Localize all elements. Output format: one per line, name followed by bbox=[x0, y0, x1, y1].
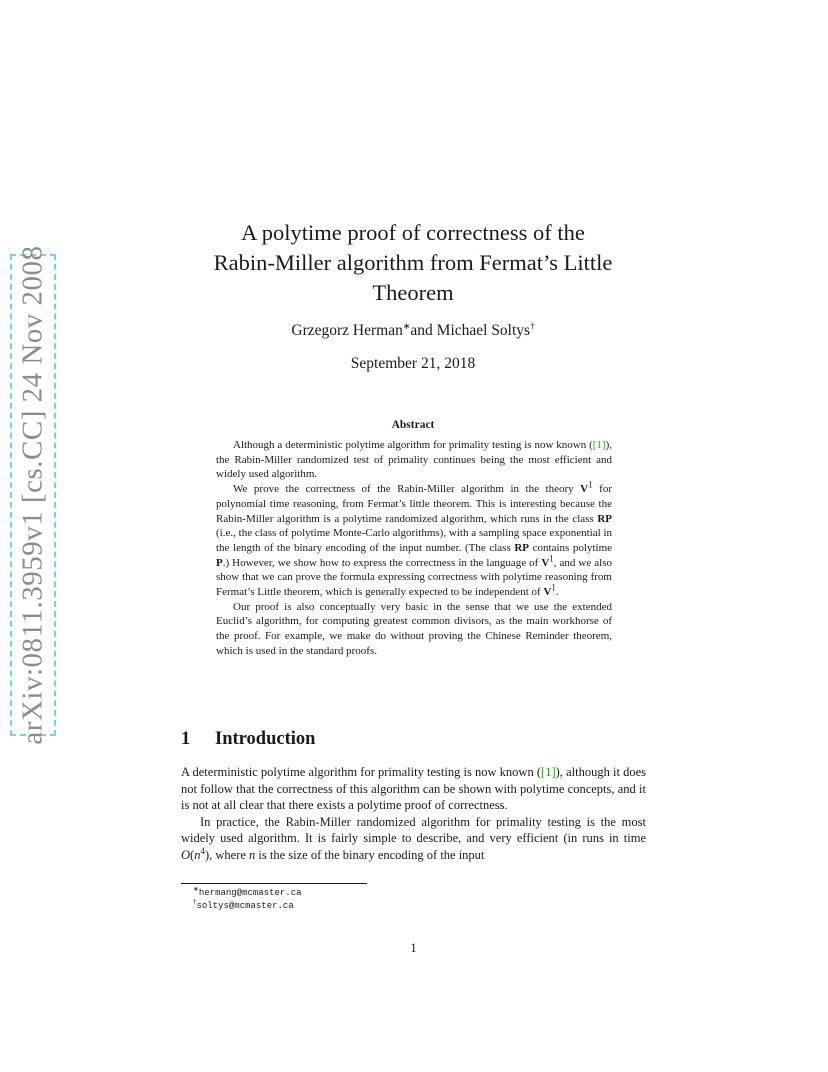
footnote-mark[interactable]: † bbox=[530, 320, 535, 331]
text-run: ), although it does not follow that the correctness of this algorithm can be shown with polytime concepts, and it is not at all clear that there exists a polytime proof of correctness. bbox=[181, 765, 646, 812]
body-paragraph bbox=[181, 814, 646, 864]
text-run: (i.e., the class of polytime Monte-Carlo algorithms), with a sampling space exponential in the length of the binary encoding of the input number. (The class bbox=[216, 527, 612, 554]
theory-symbol: V bbox=[580, 483, 589, 496]
abstract-body bbox=[216, 438, 612, 659]
math-symbol: ( bbox=[190, 847, 195, 862]
abstract-paragraph bbox=[216, 479, 613, 600]
title-line: A polytime proof of correctness of the bbox=[241, 220, 585, 245]
author-name: Michael Soltys bbox=[436, 322, 531, 339]
author-list bbox=[180, 322, 646, 340]
footnote-email[interactable]: soltys@mcmaster.ca bbox=[196, 901, 294, 911]
text-run: We prove the correctness of the Rabin-Miller algorithm in the theory bbox=[233, 483, 581, 496]
footnote-mark: ∗ bbox=[193, 885, 199, 893]
text-run: contains polytime bbox=[529, 541, 613, 554]
footnote-divider bbox=[181, 883, 367, 884]
text-run: for polynomial time reasoning, from Fermat’s little theorem. This is interesting because the Rabin-Miller algorithm is a polytime randomized algorithm, which runs in the class bbox=[216, 483, 612, 525]
math-symbol: O bbox=[181, 847, 191, 862]
text-run: In practice, the Rabin-Miller randomized algorithm for primality testing is the most widely used algorithm. It is fairly simple to describe, and very efficient (in runs in time bbox=[181, 814, 646, 845]
title-line: Theorem bbox=[372, 280, 454, 305]
text-run: .) However, we show how to express the correctness in the language of bbox=[222, 556, 542, 569]
title-line: Rabin-Miller algorithm from Fermat’s Little bbox=[213, 250, 613, 275]
abstract-paragraph: Our proof is also conceptually very basic in the sense that we use the extended Euclid’s algorithm, for computing greatest common divisors, as the main workhorse of the proof. For example, we make do without proving the Chinese Reminder theorem, which is used in the standard proofs. bbox=[216, 600, 612, 657]
text-run: Although a deterministic polytime algorithm for primality testing is now known ( bbox=[233, 439, 593, 451]
footnote-mark: † bbox=[193, 898, 197, 906]
section-title: Introduction bbox=[215, 729, 316, 749]
arxiv-identifier[interactable]: arXiv:0811.3959v1 [cs.CC] 24 Nov 2008 bbox=[16, 245, 49, 745]
text-run: is the size of the binary encoding of the input bbox=[255, 847, 485, 862]
theory-symbol: V bbox=[541, 556, 550, 569]
text-run: A deterministic polytime algorithm for primality testing is now known ( bbox=[181, 765, 542, 779]
complexity-class: P bbox=[216, 556, 223, 569]
paper-date: September 21, 2018 bbox=[350, 355, 476, 372]
text-run: , where bbox=[209, 847, 250, 862]
footnote bbox=[193, 887, 302, 900]
page-number: 1 bbox=[410, 941, 417, 955]
footnote-email[interactable]: hermang@mcmaster.ca bbox=[198, 888, 302, 898]
superscript: 1 bbox=[551, 582, 556, 593]
text-run: , and we also show that we can prove the formula expressing correctness with polytime reasoning from Fermat’s Little theorem, which is generally expected to be independent of bbox=[216, 556, 612, 599]
paper-title bbox=[180, 218, 646, 308]
complexity-class: RP bbox=[597, 512, 612, 525]
section-number: 1 bbox=[181, 729, 191, 749]
text-run: . bbox=[555, 586, 559, 599]
citation-link[interactable]: [1] bbox=[541, 765, 556, 779]
theory-symbol: V bbox=[543, 586, 552, 599]
superscript: 1 bbox=[588, 479, 593, 490]
complexity-class: RP bbox=[514, 541, 530, 554]
footnote-mark[interactable]: ∗ bbox=[402, 320, 411, 331]
text-run: ), the Rabin-Miller randomized test of primality continues being the most efficient and widely used algorithm. bbox=[216, 439, 612, 481]
author-joiner: and bbox=[410, 322, 437, 339]
footnotes bbox=[193, 887, 302, 913]
section-heading bbox=[181, 729, 315, 750]
body-paragraph bbox=[181, 764, 646, 814]
author-name: Grzegorz Herman bbox=[291, 322, 403, 339]
citation-link[interactable]: [1] bbox=[592, 439, 606, 451]
math-symbol: n bbox=[249, 847, 256, 862]
math-symbol: n bbox=[194, 847, 201, 862]
footnote bbox=[193, 900, 302, 913]
abstract-heading: Abstract bbox=[391, 419, 435, 431]
superscript: 1 bbox=[549, 552, 554, 563]
math-symbol: ) bbox=[204, 847, 210, 862]
superscript: 4 bbox=[200, 845, 205, 856]
section-body bbox=[181, 764, 646, 863]
abstract-paragraph bbox=[216, 438, 612, 482]
